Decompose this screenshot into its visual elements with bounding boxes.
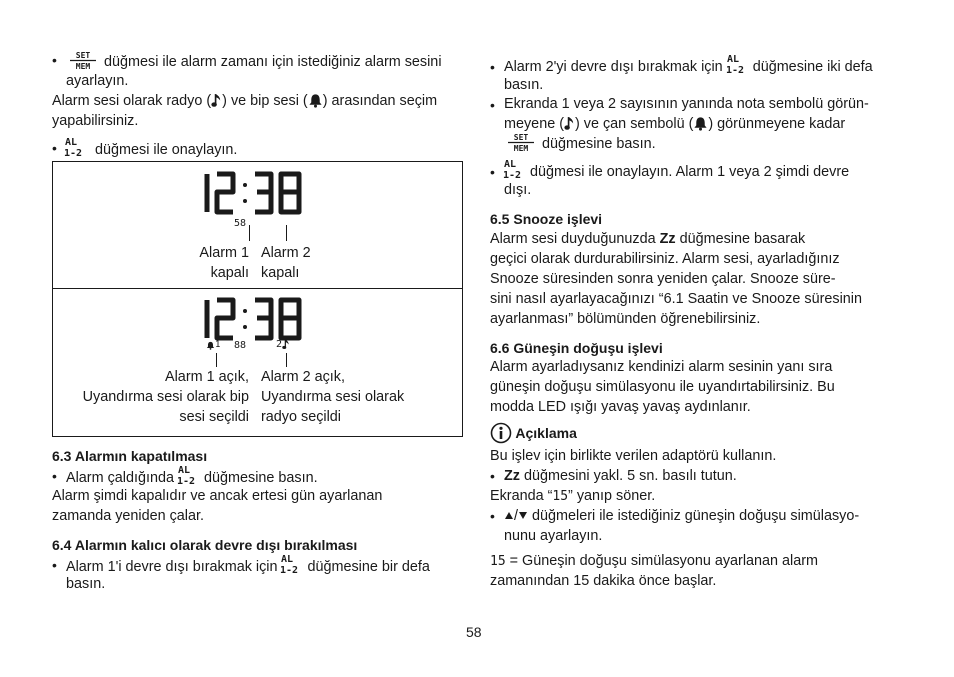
bullet: • [52,52,57,68]
bullet: • [52,140,57,156]
page-number: 58 [466,624,482,640]
pointer-line [216,353,217,367]
confirm-disable-bullet: düğmesi ile onaylayın. Alarm 1 veya 2 şimdi devre [500,158,849,182]
text-line: Snooze süresinden sonra yeniden çalar. Snooze süre- [490,271,836,287]
section-heading-6-6: 6.6 Güneşin doğuşu işlevi [490,340,663,356]
setmem-press-line: düğmesine basın. [504,132,656,154]
label-alarm2-on-radio: Alarm 2 açık, Uyandırma sesi olarak radyo seçildi [261,369,405,425]
text-line: dışı. [504,182,532,198]
music-note-icon [282,339,290,350]
confirm-bullet: düğmesi ile onaylayın. [61,136,237,160]
text-line: Ekranda 1 veya 2 sayısının yanında nota sembolü görün- [504,96,869,112]
section-heading-6-4: 6.4 Alarmın kalıcı olarak devre dışı bırakılması [52,537,358,553]
al-1-2-button-icon [279,553,305,575]
bullet: • [490,97,495,113]
bullet: • [52,468,57,484]
note-heading: Açıklama [490,422,577,444]
text-line: sini nasıl ayarlayacağınızı “6.1 Saatin ve Snooze süresinin [490,291,862,307]
zz-hold-bullet: Zz düğmesini yakl. 5 sn. basılı tutun. [504,468,737,484]
text-line: yapabilirsiniz. [52,113,139,129]
lcd-time-top [201,170,307,216]
pointer-line [286,225,287,241]
lcd-time-bottom [201,296,307,342]
text-line: basın. [66,576,106,592]
bullet: • [490,468,495,484]
text-line: basın. [504,77,544,93]
setmem-bullet-line1: düğmesi ile alarm zamanı için istediğiniz alarm sesini [66,50,442,72]
lcd-15-text: 15 [490,554,506,569]
section-heading-6-5: 6.5 Snooze işlevi [490,211,603,227]
al-1-2-button-icon [63,136,89,158]
bell-icon [206,341,215,350]
disable-alarm1-bullet: Alarm 1'i devre dışı bırakmak için düğmesine bir defa [66,553,430,577]
bell-icon [693,116,708,131]
al-1-2-button-icon [725,53,751,75]
al-1-2-button-icon [502,158,528,180]
figure-divider [53,288,462,289]
text-line: Alarm ayarladıysanız kendinizi alarm sesinin yanı sıra [490,359,833,375]
set-mem-button-icon [68,50,98,70]
text-line: nunu ayarlayın. [504,528,603,544]
bullet: • [490,59,495,75]
bell-icon [308,93,323,108]
text-line: zamanından 15 dakika önce başlar. [490,573,717,589]
label-alarm1-off: Alarm 1 kapalı [199,245,249,281]
snooze-line1: Alarm sesi duyduğunuzda Zz düğmesine basarak [490,231,806,247]
lcd-15-text: 15 [552,489,569,504]
info-icon [490,422,512,444]
label-alarm1-on-bip: Alarm 1 açık, Uyandırma sesi olarak bip sesi seçildi [82,369,249,425]
pointer-line [249,225,250,241]
zz-button-label: Zz [659,231,676,247]
arrow-buttons-bullet: / düğmeleri ile istediğiniz güneşin doğuşu simülasyo- [504,506,859,526]
text-line: ayarlayın. [66,73,129,89]
music-note-icon [564,116,575,131]
text-line: Alarm şimdi kapalıdır ve ancak ertesi gün ayarlanan [52,488,383,504]
pointer-line [286,353,287,367]
sunrise-start-line: 15 = Güneşin doğuşu simülasyonu ayarlanan alarm [490,553,819,569]
text-line: Bu işlev için birlikte verilen adaptörü kullanın. [490,448,777,464]
symbol-line: meyene ( ) ve çan sembolü ( ) görünmeyene kadar [504,116,846,132]
flash-line: Ekranda “15” yanıp söner. [490,488,656,504]
bullet: • [490,164,495,180]
alarm-ringing-bullet: Alarm çaldığında düğmesine basın. [66,464,318,488]
down-triangle-icon [518,511,528,520]
bullet: • [490,508,495,524]
label-alarm2-off: Alarm 2 kapalı [261,245,311,281]
up-triangle-icon [504,511,514,520]
text-line: güneşin doğuşu simülasyonu ile uyandırtabilirsiniz. Bu [490,379,835,395]
text-line: geçici olarak durdurabilirsiniz. Alarm sesi, ayarladığınız [490,251,840,267]
text-line: modda LED ışığı yavaş yavaş aydınlanır. [490,399,751,415]
disable-alarm2-bullet: Alarm 2'yi devre dışı bırakmak için düğmesine iki defa [504,53,873,77]
al-1-2-button-icon [176,464,202,486]
lcd-seconds-top: 58 [234,218,247,229]
zz-button-label: Zz [504,468,520,484]
lcd-seconds-bottom: 88 [234,340,247,351]
set-mem-button-icon [506,132,536,152]
radio-bip-paragraph-line1: Alarm sesi olarak radyo ( ) ve bip sesi ( ) arasından seçim [52,93,438,109]
alarm1-indicator: 1 [206,339,220,351]
display-figure [52,161,463,437]
text-line: zamanda yeniden çalar. [52,508,205,524]
section-heading-6-3: 6.3 Alarmın kapatılması [52,448,208,464]
music-note-icon [211,93,222,108]
text-line: ayarlanması” bölümünden öğrenebilirsiniz. [490,311,761,327]
alarm2-indicator: 2 [276,339,290,351]
bullet: • [52,557,57,573]
